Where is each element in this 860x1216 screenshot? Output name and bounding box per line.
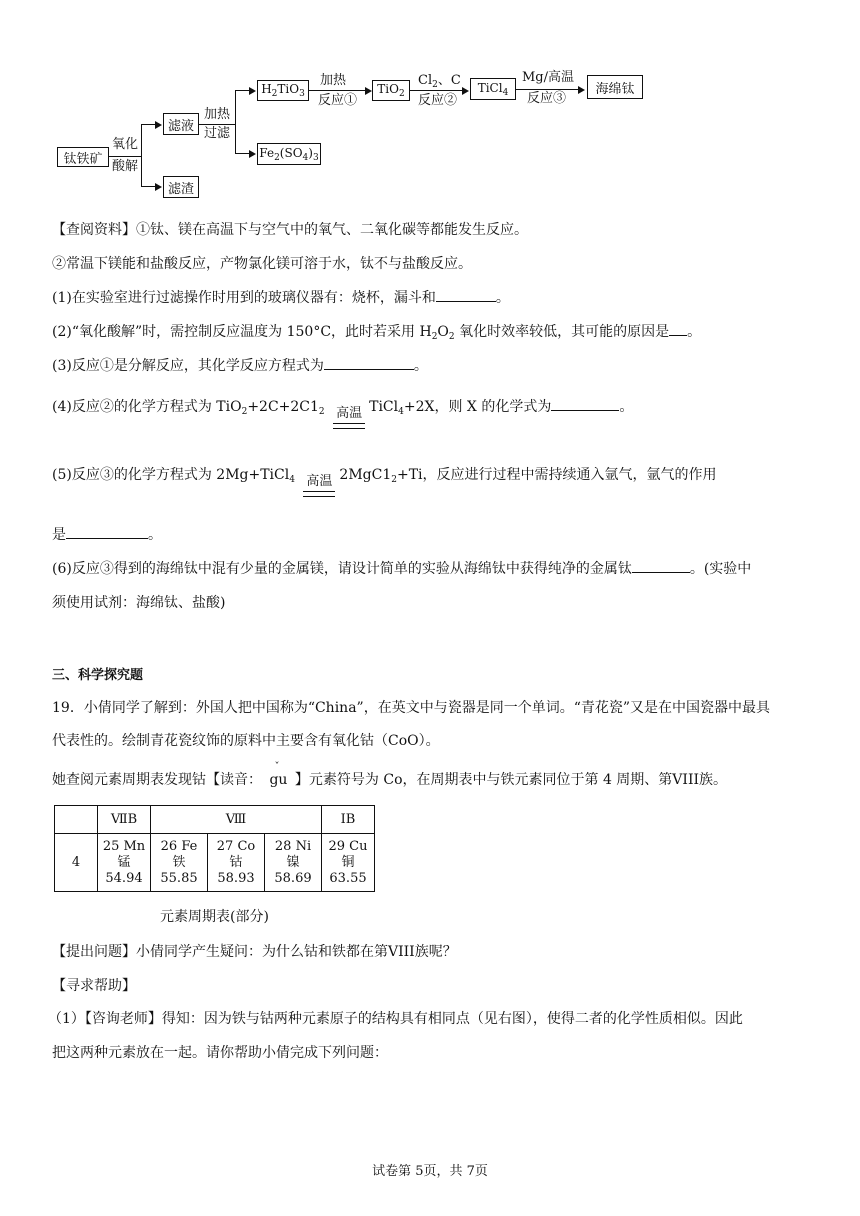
question-3 xyxy=(52,355,428,375)
atomic-mass: 58.69 xyxy=(274,870,312,886)
sub-3: 3 xyxy=(312,152,319,163)
connector xyxy=(141,186,156,187)
sub-2: 2 xyxy=(448,332,455,342)
atomic-mass: 58.93 xyxy=(217,870,255,886)
p2-text-2: 】元素符号为 Co，在周期表中与铁元素同位于第 4 周期、第VIII族。 xyxy=(294,772,728,788)
element-cell-fe xyxy=(151,834,208,892)
sub-4: 4 xyxy=(302,152,309,163)
q5-c: +Ti，反应进行过程中需持续通入氩气，氩气的作用 xyxy=(396,467,717,483)
atomic-mass: 63.55 xyxy=(329,870,367,886)
element-name: 钴 xyxy=(229,854,243,870)
element-name: 镍 xyxy=(286,854,300,870)
question-1 xyxy=(52,287,510,307)
paragraph-line: 19．小倩同学了解到：外国人把中国称为“China”，在英文中与瓷器是同一个单词。“青花瓷”又是在中国瓷器中最具 xyxy=(52,700,771,716)
answer-blank[interactable] xyxy=(632,560,690,573)
connector xyxy=(235,153,250,154)
sub-2: 2 xyxy=(274,152,280,163)
q1-text: (1)在实验室进行过滤操作时用到的玻璃仪器有：烧杯，漏斗和 xyxy=(52,290,436,306)
question-6-cont: 须使用试剂：海绵钛、盐酸) xyxy=(52,595,226,611)
arrow-head xyxy=(249,87,256,95)
label-r1-top: 加热 xyxy=(320,73,347,88)
q6-text: (6)反应③得到的海绵钛中混有少量的金属镁，请设计简单的实验从海绵钛中获得纯净的金属钛 xyxy=(52,561,632,577)
q2-end: 。 xyxy=(687,324,702,340)
element-cell-co xyxy=(208,834,265,892)
atomic-mass: 55.85 xyxy=(160,870,198,886)
arrow-head xyxy=(155,121,162,129)
pinyin-text: gu xyxy=(269,772,288,788)
condition-high-temp: 高温 xyxy=(306,474,333,489)
label-filter: 过滤 xyxy=(204,126,231,141)
connector xyxy=(141,124,142,187)
table-header: ⅠB xyxy=(322,806,375,834)
q5-b: 2MgC1 xyxy=(339,467,392,483)
question-4 xyxy=(52,396,633,429)
sub-4: 4 xyxy=(398,407,404,417)
atomic-number: 27 xyxy=(216,838,234,854)
arrow-head xyxy=(365,87,372,95)
label-acidolysis: 酸解 xyxy=(112,159,139,174)
table-header: ⅦB xyxy=(98,806,151,834)
atomic-mass: 54.94 xyxy=(105,870,143,886)
q4-tail: TiCl xyxy=(369,399,399,415)
paragraph-line: 把这两种元素放在一起。请你帮助小倩完成下列问题： xyxy=(52,1045,388,1061)
q4-mid: +2C+2C1 xyxy=(247,399,319,415)
info-line-2: ②常温下镁能和盐酸反应，产物氯化镁可溶于水，钛不与盐酸反应。 xyxy=(52,256,472,272)
q1-end: 。 xyxy=(495,290,510,306)
label-r2-bottom: 反应② xyxy=(418,93,458,108)
element-cell-ni xyxy=(265,834,322,892)
q6-b: 。(实验中 xyxy=(689,561,752,577)
element-cell-cu xyxy=(322,834,375,892)
sub-2: 2 xyxy=(398,89,405,99)
label-r2-top: $Cl_2$、C xyxy=(418,73,461,90)
q2-text-2: 氧化时效率较低，其可能的原因是 xyxy=(454,324,670,340)
q5-text: (5)反应③的化学方程式为 2Mg+TiCl xyxy=(52,467,290,483)
element-symbol: Mn xyxy=(123,838,146,854)
question-6 xyxy=(52,558,751,578)
sub-3: 3 xyxy=(299,89,305,99)
paragraph-line xyxy=(52,762,728,789)
q3-end: 。 xyxy=(413,358,428,374)
sub-4: 4 xyxy=(289,475,295,485)
table-header: Ⅷ xyxy=(151,806,322,834)
pinyin xyxy=(266,762,290,788)
sub-2: 2 xyxy=(391,475,397,485)
sub-4: 4 xyxy=(502,87,509,98)
paragraph-line: 代表性的。绘制青花瓷纹饰的原料中主要含有氧化钴（CoO）。 xyxy=(52,733,440,749)
sub-2: 2 xyxy=(432,80,438,90)
atomic-number: 25 xyxy=(102,838,120,854)
box-residue: 滤渣 xyxy=(163,176,199,198)
sub-2: 2 xyxy=(271,89,278,99)
answer-blank[interactable] xyxy=(551,398,619,411)
label-oxidation: 氧化 xyxy=(112,137,139,152)
period-cell: 4 xyxy=(55,834,98,892)
q4-tail-2: +2X，则 X 的化学式为 xyxy=(403,399,552,415)
periodic-table xyxy=(54,805,375,892)
connector xyxy=(109,156,141,157)
q2-text: (2)“氧化酸解”时，需控制反应温度为 150°C，此时若采用 H xyxy=(52,324,432,340)
table-caption: 元素周期表(部分) xyxy=(160,909,269,925)
connector xyxy=(141,124,156,125)
reaction-condition xyxy=(333,402,365,429)
paragraph-line: 【寻求帮助】 xyxy=(52,978,136,994)
label-heat: 加热 xyxy=(204,107,231,122)
table-header-row xyxy=(55,806,375,834)
equals-sign xyxy=(333,423,365,429)
answer-blank[interactable] xyxy=(436,289,496,302)
sub-2: 2 xyxy=(318,407,325,417)
label-r3-top: Mg/高温 xyxy=(522,70,575,85)
section-heading: 三、科学探究题 xyxy=(52,668,144,683)
reaction-condition xyxy=(303,470,335,497)
q4-end: 。 xyxy=(619,399,634,415)
q4-text: (4)反应②的化学方程式为 TiO xyxy=(52,399,242,415)
answer-blank[interactable] xyxy=(66,526,148,539)
arrow-head xyxy=(249,150,256,158)
q5-end: 。 xyxy=(148,527,162,543)
label-r3-bottom: 反应③ xyxy=(527,91,567,106)
box-tio2: TiO$_2$ xyxy=(372,80,410,101)
box-h2tio3: $H_2TiO_3$ xyxy=(257,80,309,101)
arrow-head xyxy=(462,87,469,95)
table-row xyxy=(55,834,375,892)
equals-sign xyxy=(303,491,335,497)
info-line-1: 【查阅资料】①钛、镁在高温下与空气中的氧气、二氧化碳等都能发生反应。 xyxy=(52,222,528,238)
atomic-number: 26 xyxy=(160,838,178,854)
pinyin-tone-mark: ˇ xyxy=(274,762,280,773)
table-header xyxy=(55,806,98,834)
element-name: 锰 xyxy=(117,854,131,870)
sub-2: 2 xyxy=(431,332,438,342)
element-symbol: Cu xyxy=(349,838,368,854)
connector xyxy=(309,90,365,91)
element-symbol: Fe xyxy=(181,838,198,854)
q2-o: O xyxy=(437,324,449,340)
question-5-cont xyxy=(52,524,162,544)
arrow-head xyxy=(578,86,585,94)
element-symbol: Ni xyxy=(295,838,312,854)
atomic-number: 29 xyxy=(328,838,346,854)
label-r1-bottom: 反应① xyxy=(318,93,358,108)
connector xyxy=(235,90,236,154)
atomic-number: 28 xyxy=(274,838,292,854)
box-filtrate: 滤液 xyxy=(163,113,199,135)
question-2 xyxy=(52,321,701,342)
box-fe2so4: $Fe_2(SO_4)_3$ xyxy=(257,143,321,165)
box-ore: 钛铁矿 xyxy=(57,147,109,167)
element-name: 铁 xyxy=(172,854,186,870)
q3-text: (3)反应①是分解反应，其化学反应方程式为 xyxy=(52,358,324,374)
answer-blank[interactable] xyxy=(669,323,687,336)
element-cell-mn xyxy=(98,834,151,892)
p2-text: 她查阅元素周期表发现钴【读音： xyxy=(52,772,262,788)
page-footer: 试卷第 5页，共 7页 xyxy=(372,1164,488,1179)
question-5 xyxy=(52,464,717,497)
paragraph-line: （1）【咨询老师】得知：因为铁与钴两种元素原子的结构具有相同点（见右图），使得二者的化学性质相似。因此 xyxy=(48,1011,743,1027)
q5-line2: 是 xyxy=(52,527,66,543)
sub-2: 2 xyxy=(241,407,248,417)
condition-high-temp: 高温 xyxy=(336,406,363,421)
arrow-head xyxy=(155,183,162,191)
element-name: 铜 xyxy=(341,854,355,870)
element-symbol: Co xyxy=(237,838,256,854)
box-sponge-titanium: 海绵钛 xyxy=(587,75,643,99)
box-ticl4: TiCl$_4$ xyxy=(470,78,516,100)
paragraph-line: 【提出问题】小倩同学产生疑问：为什么钴和铁都在第VIII族呢？ xyxy=(52,944,457,960)
answer-blank[interactable] xyxy=(324,357,414,370)
connector xyxy=(235,90,250,91)
